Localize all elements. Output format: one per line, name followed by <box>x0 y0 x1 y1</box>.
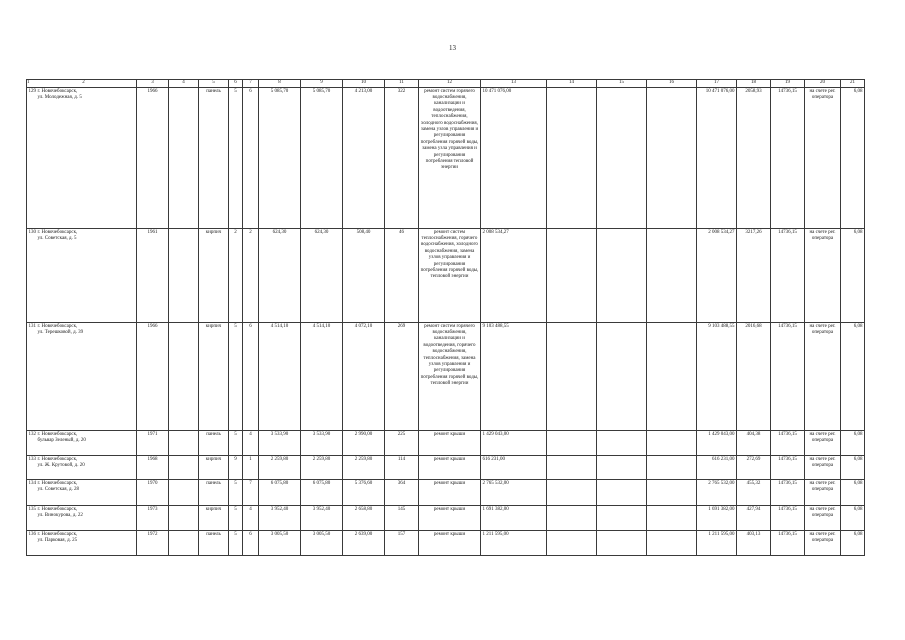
cell-c11: 114 <box>385 456 419 480</box>
cell-c15 <box>597 506 647 531</box>
cell-c13: 10 471 076,00 <box>481 88 547 229</box>
cell-c15 <box>597 88 647 229</box>
column-number-cell: 7 <box>243 80 259 88</box>
cell-c4 <box>169 456 199 480</box>
column-number-cell: 10 <box>343 80 385 88</box>
cell-c17: 10 471 076,00 <box>697 88 737 229</box>
cell-c7: 4 <box>243 431 259 456</box>
cell-c4 <box>169 480 199 506</box>
cell-c11: 322 <box>385 88 419 229</box>
cell-c17: 2 008 534,27 <box>697 229 737 323</box>
cell-c19: 14736,15 <box>771 506 805 531</box>
cell-c17: 1 691 382,00 <box>697 506 737 531</box>
cell-c21: 6,08 <box>841 456 865 480</box>
address-line: г. Новочебоксарск, <box>37 480 78 486</box>
cell-c14 <box>547 456 597 480</box>
cell-c18: 2058,93 <box>737 88 771 229</box>
cell-c7: 2 <box>243 229 259 323</box>
cell-c3: 1961 <box>137 229 169 323</box>
cell-c6: 5 <box>229 480 243 506</box>
column-number-cell: 21 <box>841 80 865 88</box>
column-number: 1 <box>27 80 30 85</box>
cell-c18: 3217,26 <box>737 229 771 323</box>
cell-c7: 7 <box>243 480 259 506</box>
address-line: бульвар Зеленый, д. 20 <box>37 437 86 443</box>
cell-c14 <box>547 480 597 506</box>
column-number-cell: 19 <box>771 80 805 88</box>
work-type-cell: ремонт крыши <box>419 456 481 480</box>
page-number: 13 <box>449 44 456 52</box>
cell-c21: 6,08 <box>841 431 865 456</box>
cell-c19: 14736,15 <box>771 480 805 506</box>
cell-c3: 1966 <box>137 323 169 431</box>
row-number: 136 <box>28 531 36 537</box>
cell-c5: кирпич <box>199 229 229 323</box>
column-number-cell: 18 <box>737 80 771 88</box>
cell-c14 <box>547 229 597 323</box>
address-line: г. Новочебоксарск, <box>37 456 78 462</box>
cell-c6: 5 <box>229 323 243 431</box>
cell-c17: 9 103 488,55 <box>697 323 737 431</box>
cell-c4 <box>169 431 199 456</box>
cell-c10: 2 990,00 <box>343 431 385 456</box>
table-row <box>27 480 865 506</box>
cell-c15 <box>597 456 647 480</box>
cell-c21: 6,08 <box>841 506 865 531</box>
table-row <box>27 456 865 480</box>
cell-c16 <box>647 431 697 456</box>
cell-c21: 6,08 <box>841 480 865 506</box>
cell-c6: 5 <box>229 431 243 456</box>
cell-c19: 14736,15 <box>771 456 805 480</box>
cell-c11: 145 <box>385 506 419 531</box>
cell-c21: 6,08 <box>841 229 865 323</box>
cell-c8: 2 259,80 <box>259 456 301 480</box>
address-line: г. Новочебоксарск, <box>37 531 78 537</box>
cell-c4 <box>169 88 199 229</box>
address-line: ул. Ж. Крутовой, д. 20 <box>37 462 85 468</box>
address-line: г. Новочебоксарск, <box>37 431 78 437</box>
cell-c13: 2 765 532,00 <box>481 480 547 506</box>
cell-c15 <box>597 431 647 456</box>
cell-c19: 14736,15 <box>771 229 805 323</box>
cell-c7: 6 <box>243 323 259 431</box>
cell-c3: 1968 <box>137 456 169 480</box>
cell-c16 <box>647 531 697 556</box>
cell-c18: 455,32 <box>737 480 771 506</box>
cell-c15 <box>597 531 647 556</box>
row-number: 135 <box>28 506 36 512</box>
address-line: г. Новочебоксарск, <box>37 229 78 235</box>
cell-c8: 3 952,40 <box>259 506 301 531</box>
cell-c20: на счете рег. оператора <box>805 506 841 531</box>
cell-c17: 1 429 043,00 <box>697 431 737 456</box>
cell-c9: 6 075,80 <box>301 480 343 506</box>
cell-c5: панель <box>199 531 229 556</box>
cell-c8: 3 005,50 <box>259 531 301 556</box>
address-line: г. Новочебоксарск, <box>37 88 78 94</box>
cell-c14 <box>547 88 597 229</box>
row-number: 132 <box>28 431 36 437</box>
cell-c3: 1973 <box>137 506 169 531</box>
cell-c11: 157 <box>385 531 419 556</box>
cell-c21: 6,08 <box>841 88 865 229</box>
table-row <box>27 531 865 556</box>
cell-c20: на счете рег. оператора <box>805 323 841 431</box>
address-line: ул. Советская, д. 28 <box>37 486 80 492</box>
cell-c4 <box>169 506 199 531</box>
cell-c8: 6 075,80 <box>259 480 301 506</box>
column-number-cell: 5 <box>199 80 229 88</box>
cell-c6: 2 <box>229 229 243 323</box>
address-line: ул. Винокурова, д. 22 <box>37 512 83 518</box>
cell-c5: панель <box>199 480 229 506</box>
column-number-cell: 13 <box>481 80 547 88</box>
column-number-cell: 12 <box>419 80 481 88</box>
row-number: 131 <box>28 323 36 329</box>
column-number-cell: 4 <box>169 80 199 88</box>
work-type-cell: ремонт систем горячего водоснабжения, канализации и водоотведения, теплоснабжения, холодного водоснабжения, замена узлов управления и регулирования потребления горячей воды, замена узла управления и регулирования потребления тепловой энергии <box>419 88 481 229</box>
cell-c19: 14736,15 <box>771 431 805 456</box>
work-type-cell: ремонт крыши <box>419 431 481 456</box>
table-row <box>27 88 865 229</box>
cell-c5: панель <box>199 88 229 229</box>
table-row <box>27 323 865 431</box>
address-cell <box>27 480 137 506</box>
cell-c16 <box>647 506 697 531</box>
cell-c9: 2 259,80 <box>301 456 343 480</box>
cell-c16 <box>647 480 697 506</box>
table-row <box>27 431 865 456</box>
cell-c18: 427,94 <box>737 506 771 531</box>
cell-c5: кирпич <box>199 323 229 431</box>
cell-c15 <box>597 229 647 323</box>
column-number-cell: 3 <box>137 80 169 88</box>
address-cell <box>27 229 137 323</box>
address-cell <box>27 456 137 480</box>
address-line: ул. Советская, д. 5 <box>37 235 77 241</box>
cell-c10: 2 259,80 <box>343 456 385 480</box>
cell-c13: 616 231,00 <box>481 456 547 480</box>
address-cell <box>27 431 137 456</box>
cell-c7: 6 <box>243 531 259 556</box>
address-cell <box>27 531 137 556</box>
cell-c11: 225 <box>385 431 419 456</box>
row-number: 130 <box>28 229 36 235</box>
cell-c13: 1 211 595,00 <box>481 531 547 556</box>
address-line: ул. Парковая, д. 25 <box>37 537 78 543</box>
cell-c7: 6 <box>243 88 259 229</box>
cell-c9: 3 952,40 <box>301 506 343 531</box>
cell-c13: 2 008 534,27 <box>481 229 547 323</box>
cell-c3: 1966 <box>137 88 169 229</box>
cell-c17: 1 211 595,00 <box>697 531 737 556</box>
cell-c9: 3 005,50 <box>301 531 343 556</box>
column-number-cell: 8 <box>259 80 301 88</box>
cell-c8: 3 533,90 <box>259 431 301 456</box>
cell-c19: 14736,15 <box>771 531 805 556</box>
work-type-cell: ремонт систем теплоснабжения, горячего водоснабжения, холодного водоснабжения, замена узлов управления и регулирования потребления горячей воды, тепловой энергии <box>419 229 481 323</box>
work-type-cell: ремонт крыши <box>419 480 481 506</box>
cell-c17: 2 765 532,00 <box>697 480 737 506</box>
address-cell <box>27 88 137 229</box>
column-number-cell <box>27 80 137 88</box>
cell-c9: 4 514,10 <box>301 323 343 431</box>
cell-c13: 1 429 043,00 <box>481 431 547 456</box>
column-number-cell: 11 <box>385 80 419 88</box>
column-number-cell: 14 <box>547 80 597 88</box>
cell-c18: 2016,68 <box>737 323 771 431</box>
cell-c8: 624,30 <box>259 229 301 323</box>
cell-c16 <box>647 323 697 431</box>
cell-c3: 1972 <box>137 531 169 556</box>
address-line: г. Новочебоксарск, <box>37 323 78 329</box>
cell-c9: 624,30 <box>301 229 343 323</box>
cell-c18: 404,38 <box>737 431 771 456</box>
cell-c8: 4 514,10 <box>259 323 301 431</box>
work-type-cell: ремонт крыши <box>419 531 481 556</box>
cell-c19: 14736,15 <box>771 323 805 431</box>
cell-c15 <box>597 480 647 506</box>
cell-c9: 5 085,70 <box>301 88 343 229</box>
cell-c3: 1970 <box>137 480 169 506</box>
cell-c4 <box>169 531 199 556</box>
address-cell <box>27 506 137 531</box>
row-number: 133 <box>28 456 36 462</box>
cell-c10: 4 213,00 <box>343 88 385 229</box>
table-row <box>27 506 865 531</box>
cell-c11: 46 <box>385 229 419 323</box>
cell-c10: 508,40 <box>343 229 385 323</box>
cell-c11: 364 <box>385 480 419 506</box>
column-number: 2 <box>82 80 85 85</box>
cell-c16 <box>647 456 697 480</box>
cell-c14 <box>547 506 597 531</box>
column-number-row <box>27 80 865 88</box>
cell-c9: 3 533,90 <box>301 431 343 456</box>
cell-c21: 6,08 <box>841 323 865 431</box>
cell-c11: 269 <box>385 323 419 431</box>
row-number: 134 <box>28 480 36 486</box>
cell-c20: на счете рег. оператора <box>805 480 841 506</box>
cell-c10: 4 072,10 <box>343 323 385 431</box>
cell-c10: 2 639,00 <box>343 531 385 556</box>
cell-c10: 5 376,60 <box>343 480 385 506</box>
cell-c20: на счете рег. оператора <box>805 531 841 556</box>
cell-c20: на счете рег. оператора <box>805 431 841 456</box>
cell-c13: 9 103 488,55 <box>481 323 547 431</box>
cell-c20: на счете рег. оператора <box>805 456 841 480</box>
cell-c7: 4 <box>243 506 259 531</box>
work-type-cell: ремонт систем горячего водоснабжения, канализации и водоотведения, горячего водоснабжения, теплоснабжения, замена узлов управления и регулирования потребления горячей воды, тепловой энергии <box>419 323 481 431</box>
column-number-cell: 15 <box>597 80 647 88</box>
cell-c6: 9 <box>229 456 243 480</box>
cell-c17: 616 231,00 <box>697 456 737 480</box>
cell-c7: 1 <box>243 456 259 480</box>
cell-c6: 5 <box>229 88 243 229</box>
cell-c6: 5 <box>229 531 243 556</box>
cell-c10: 2 658,80 <box>343 506 385 531</box>
cell-c20: на счете рег. оператора <box>805 88 841 229</box>
address-line: ул. Молодежная, д. 5 <box>37 94 82 100</box>
cell-c18: 272,69 <box>737 456 771 480</box>
table-row <box>27 229 865 323</box>
cell-c14 <box>547 323 597 431</box>
cell-c3: 1971 <box>137 431 169 456</box>
row-number: 129 <box>28 88 36 94</box>
cell-c4 <box>169 323 199 431</box>
cell-c4 <box>169 229 199 323</box>
address-line: г. Новочебоксарск, <box>37 506 78 512</box>
cell-c14 <box>547 531 597 556</box>
cell-c5: кирпич <box>199 456 229 480</box>
column-number-cell: 17 <box>697 80 737 88</box>
cell-c15 <box>597 323 647 431</box>
work-type-cell: ремонт крыши <box>419 506 481 531</box>
column-number-cell: 6 <box>229 80 243 88</box>
cell-c19: 14736,15 <box>771 88 805 229</box>
cell-c6: 5 <box>229 506 243 531</box>
registry-table <box>26 79 865 556</box>
cell-c16 <box>647 88 697 229</box>
cell-c5: кирпич <box>199 506 229 531</box>
cell-c5: панель <box>199 431 229 456</box>
cell-c14 <box>547 431 597 456</box>
column-number-cell: 9 <box>301 80 343 88</box>
cell-c13: 1 691 382,00 <box>481 506 547 531</box>
address-cell <box>27 323 137 431</box>
cell-c20: на счете рег. оператора <box>805 229 841 323</box>
column-number-cell: 20 <box>805 80 841 88</box>
address-line: ул. Терешковой, д. 39 <box>37 329 84 335</box>
cell-c8: 5 085,70 <box>259 88 301 229</box>
cell-c21: 6,08 <box>841 531 865 556</box>
cell-c18: 403,13 <box>737 531 771 556</box>
cell-c16 <box>647 229 697 323</box>
column-number-cell: 16 <box>647 80 697 88</box>
